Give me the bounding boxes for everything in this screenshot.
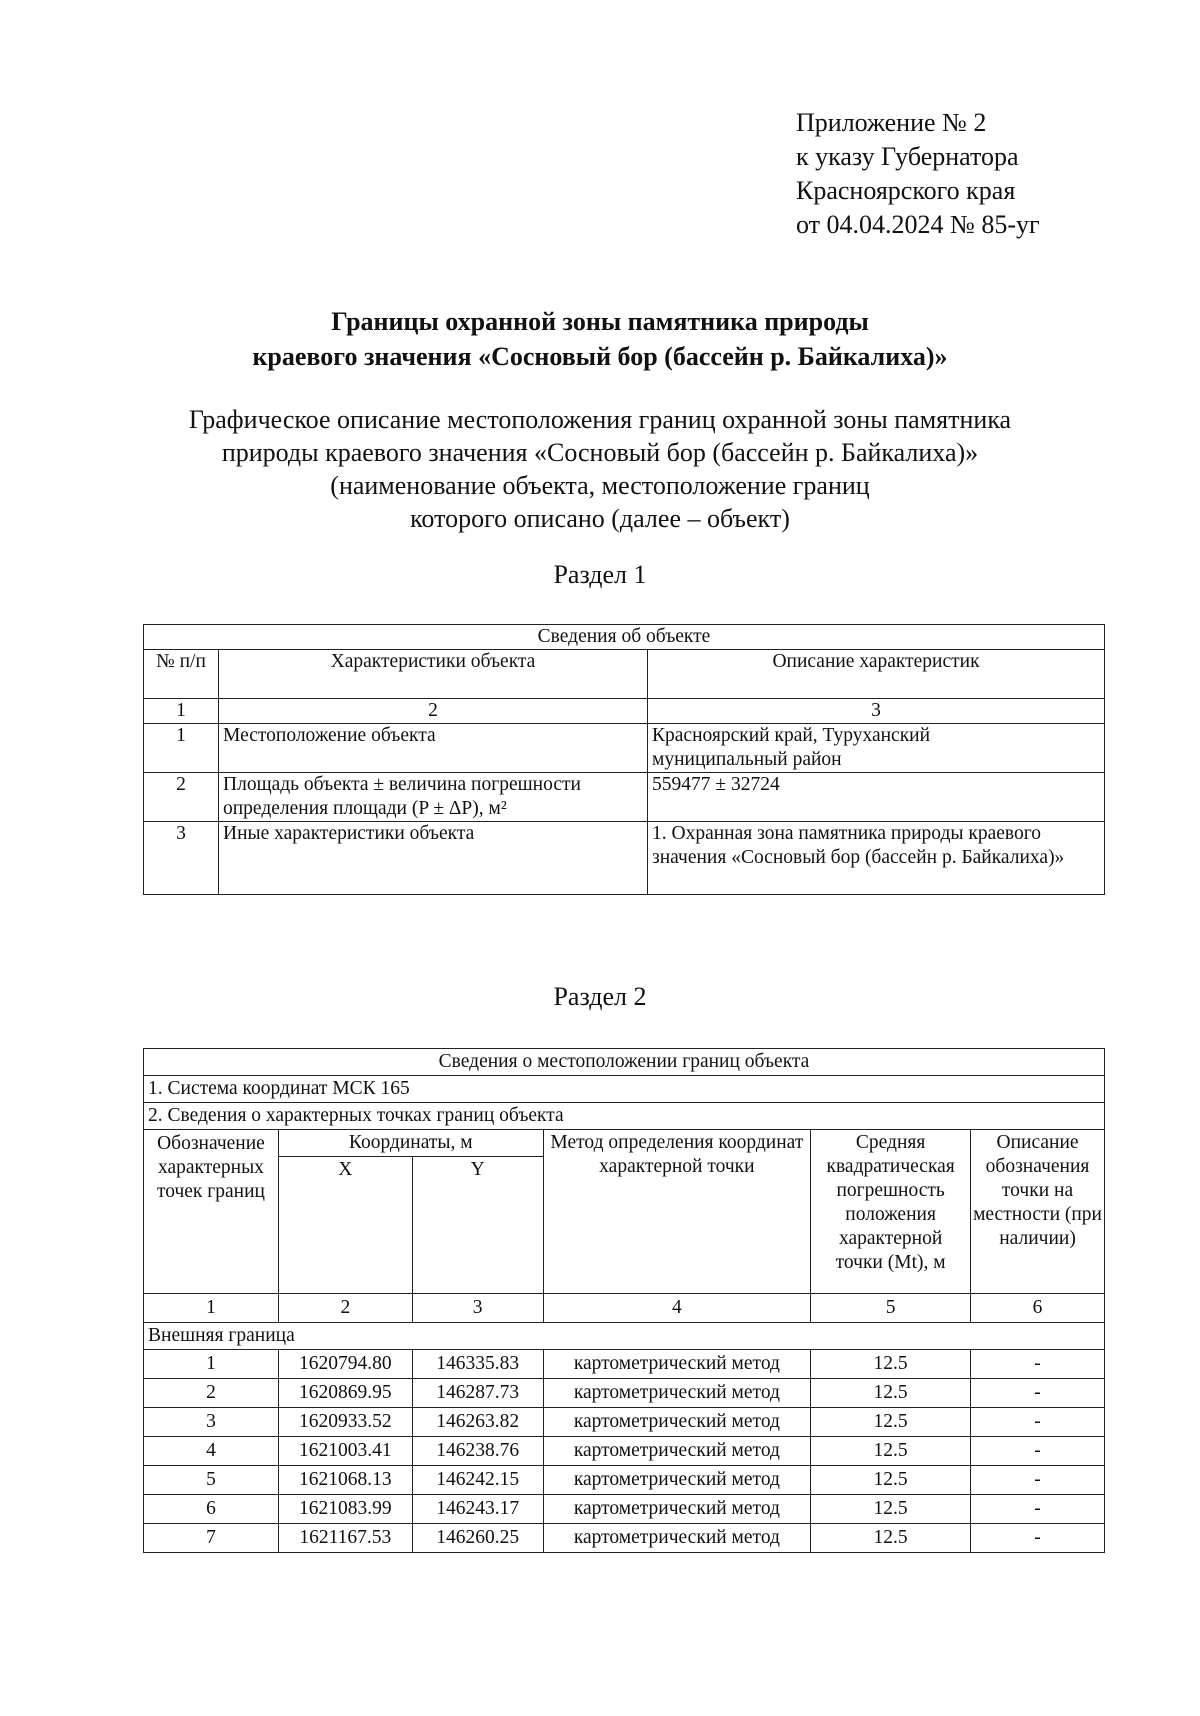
point-number: 3	[144, 1408, 279, 1437]
col-number: 1	[144, 1294, 279, 1323]
col-number: 1	[144, 699, 219, 724]
point-x: 1620933.52	[278, 1408, 412, 1437]
table-title: Сведения об объекте	[144, 625, 1105, 650]
point-number: 6	[144, 1495, 279, 1524]
table-row	[144, 1524, 1105, 1553]
point-number: 7	[144, 1524, 279, 1553]
point-y: 146287.73	[412, 1379, 543, 1408]
boundary-points-table	[143, 1048, 1105, 1553]
point-x: 1620869.95	[278, 1379, 412, 1408]
point-method: картометрический метод	[543, 1379, 811, 1408]
point-note: -	[971, 1495, 1105, 1524]
point-method: картометрический метод	[543, 1408, 811, 1437]
point-note: -	[971, 1350, 1105, 1379]
table-row	[144, 1379, 1105, 1408]
point-x: 1621068.13	[278, 1466, 412, 1495]
point-note: -	[971, 1379, 1105, 1408]
description-line: природы краевого значения «Сосновый бор (бассейн р. Байкалиха)»	[221, 438, 979, 467]
col-number: 5	[811, 1294, 971, 1323]
point-method: картометрический метод	[543, 1495, 811, 1524]
point-y: 146243.17	[412, 1495, 543, 1524]
col-number: 2	[219, 699, 648, 724]
row-description: 559477 ± 32724	[648, 773, 1105, 822]
table-row	[144, 1350, 1105, 1379]
point-y: 146242.15	[412, 1466, 543, 1495]
col-number: 6	[971, 1294, 1105, 1323]
header-note: Описание обозначения точки на местности (при наличии)	[971, 1130, 1105, 1294]
table-row	[144, 1466, 1105, 1495]
point-method: картометрический метод	[543, 1437, 811, 1466]
group-label: Внешняя граница	[144, 1323, 1105, 1350]
point-y: 146260.25	[412, 1524, 543, 1553]
appendix-line: Приложение № 2	[796, 108, 987, 137]
point-method: картометрический метод	[543, 1350, 811, 1379]
appendix-header	[796, 106, 1040, 242]
point-note: -	[971, 1466, 1105, 1495]
point-error: 12.5	[811, 1379, 971, 1408]
coordinate-system: 1. Система координат МСК 165	[144, 1076, 1105, 1103]
appendix-line: к указу Губернатора	[796, 142, 1019, 171]
row-characteristic: Площадь объекта ± величина погрешности определения площади (P ± ΔP), м²	[219, 773, 648, 822]
point-method: картометрический метод	[543, 1524, 811, 1553]
row-num: 1	[144, 724, 219, 773]
point-number: 4	[144, 1437, 279, 1466]
point-y: 146238.76	[412, 1437, 543, 1466]
description-line: которого описано (далее – объект)	[410, 504, 790, 533]
header-method: Метод определения координат характерной точки	[543, 1130, 811, 1294]
row-characteristic: Иные характеристики объекта	[219, 822, 648, 895]
table-row	[144, 1408, 1105, 1437]
col-number: 4	[543, 1294, 811, 1323]
point-y: 146263.82	[412, 1408, 543, 1437]
point-error: 12.5	[811, 1495, 971, 1524]
section-2-label: Раздел 2	[553, 982, 647, 1011]
table-row	[144, 822, 1105, 895]
header-point: Обозначение характерных точек границ	[144, 1130, 279, 1294]
header-description: Описание характеристик	[648, 650, 1105, 699]
point-error: 12.5	[811, 1466, 971, 1495]
row-num: 2	[144, 773, 219, 822]
appendix-line: Красноярского края	[796, 176, 1016, 205]
section-1-label: Раздел 1	[553, 560, 647, 589]
object-info-table	[143, 624, 1105, 895]
row-description: 1. Охранная зона памятника природы краевого значения «Сосновый бор (бассейн р. Байкалиха)»	[648, 822, 1105, 895]
row-num: 3	[144, 822, 219, 895]
point-note: -	[971, 1437, 1105, 1466]
point-x: 1621003.41	[278, 1437, 412, 1466]
point-note: -	[971, 1524, 1105, 1553]
point-x: 1621167.53	[278, 1524, 412, 1553]
description-line: (наименование объекта, местоположение границ	[330, 471, 870, 500]
point-number: 1	[144, 1350, 279, 1379]
col-number: 2	[278, 1294, 412, 1323]
point-number: 5	[144, 1466, 279, 1495]
point-method: картометрический метод	[543, 1466, 811, 1495]
title-line: Границы охранной зоны памятника природы	[331, 307, 869, 336]
appendix-line: от 04.04.2024 № 85-уг	[796, 210, 1040, 239]
table-row	[144, 1495, 1105, 1524]
point-error: 12.5	[811, 1437, 971, 1466]
point-note: -	[971, 1408, 1105, 1437]
col-number: 3	[648, 699, 1105, 724]
document-title	[0, 304, 1200, 374]
table-row	[144, 773, 1105, 822]
point-x: 1620794.80	[278, 1350, 412, 1379]
table-row	[144, 724, 1105, 773]
title-line: краевого значения «Сосновый бор (бассейн р. Байкалиха)»	[252, 342, 948, 371]
header-y: Y	[412, 1157, 543, 1294]
point-error: 12.5	[811, 1408, 971, 1437]
table-title: Сведения о местоположении границ объекта	[144, 1049, 1105, 1076]
table-row	[144, 1437, 1105, 1466]
graphic-description	[0, 403, 1200, 535]
header-error: Средняя квадратическая погрешность положения характерной точки (Mt), м	[811, 1130, 971, 1294]
row-characteristic: Местоположение объекта	[219, 724, 648, 773]
point-error: 12.5	[811, 1524, 971, 1553]
header-coords: Координаты, м	[278, 1130, 543, 1157]
header-x: X	[278, 1157, 412, 1294]
point-error: 12.5	[811, 1350, 971, 1379]
col-number: 3	[412, 1294, 543, 1323]
point-number: 2	[144, 1379, 279, 1408]
header-num: № п/п	[144, 650, 219, 699]
point-x: 1621083.99	[278, 1495, 412, 1524]
points-title: 2. Сведения о характерных точках границ объекта	[144, 1103, 1105, 1130]
description-line: Графическое описание местоположения границ охранной зоны памятника	[188, 405, 1012, 434]
row-description: Красноярский край, Туруханский муниципальный район	[648, 724, 1105, 773]
point-y: 146335.83	[412, 1350, 543, 1379]
header-characteristic: Характеристики объекта	[219, 650, 648, 699]
